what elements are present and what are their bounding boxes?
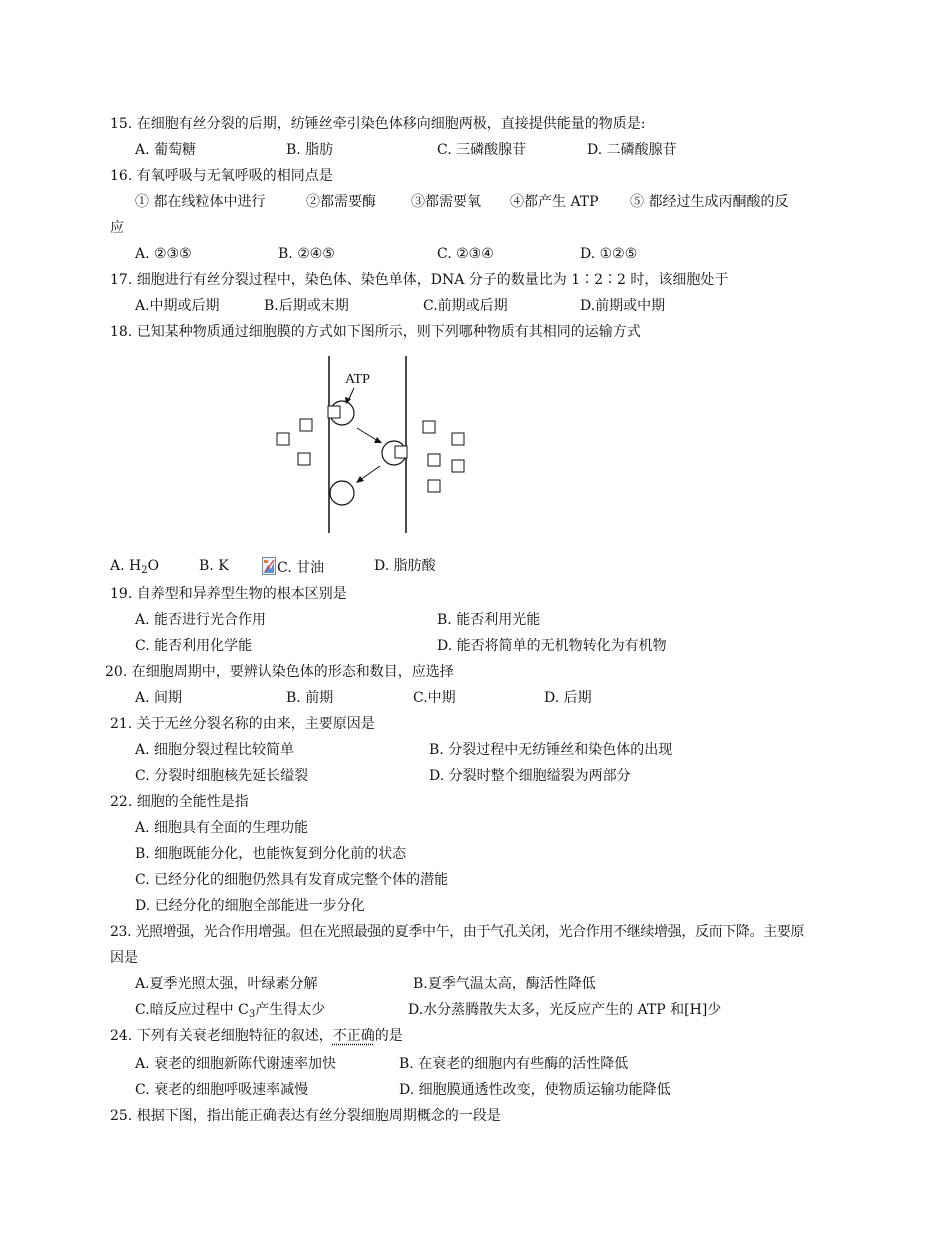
q20-option-c: C.中期	[413, 690, 456, 706]
atp-label: ATP	[345, 372, 370, 387]
q21-option-a: A. 细胞分裂过程比较简单	[135, 742, 295, 758]
q16-item-3: ③都需要氧	[411, 194, 481, 210]
molecule-right	[452, 460, 464, 472]
q16-item-5: ⑤ 都经过生成丙酮酸的反	[630, 194, 789, 210]
q21-option-c: C. 分裂时细胞核先延长缢裂	[135, 768, 309, 784]
molecule-right	[452, 433, 464, 445]
q20-option-b: B. 前期	[286, 690, 334, 706]
molecule-right	[428, 454, 440, 466]
q22-option-a: A. 细胞具有全面的生理功能	[135, 820, 309, 836]
q15-option-a: A. 葡萄糖	[135, 142, 197, 158]
q24-option-d: D. 细胞膜通透性改变，使物质运输功能降低	[399, 1082, 671, 1098]
q16-stem: 16. 有氧呼吸与无氧呼吸的相同点是	[110, 168, 333, 184]
q19-option-c: C. 能否利用化学能	[135, 638, 253, 654]
broken-image-icon	[262, 557, 276, 575]
q17-option-d: D.前期或中期	[580, 298, 666, 314]
q20-stem: 20. 在细胞周期中，要辨认染色体的形态和数目，应选择	[105, 664, 454, 680]
arrow-down-right	[357, 428, 378, 441]
carrier-circle-bottom	[330, 481, 354, 505]
molecule-left	[277, 433, 289, 445]
q17-option-a: A.中期或后期	[135, 298, 220, 314]
q16-option-b: B. ②④⑤	[278, 246, 335, 262]
molecule-right	[428, 480, 440, 492]
q18-stem: 18. 已知某种物质通过细胞膜的方式如下图所示，则下列哪种物质有其相同的运输方式	[110, 324, 641, 340]
molecule-left	[298, 453, 310, 465]
q15-option-b: B. 脂肪	[286, 142, 334, 158]
q16-option-d: D. ①②⑤	[580, 246, 638, 262]
q18-option-d: D. 脂肪酸	[374, 558, 436, 574]
q21-option-b: B. 分裂过程中无纺锤丝和染色体的出现	[429, 742, 673, 758]
q15-option-d: D. 二磷酸腺苷	[587, 142, 677, 158]
q19-option-b: B. 能否利用光能	[437, 612, 541, 628]
q23-option-b: B.夏季气温太高，酶活性降低	[413, 976, 596, 992]
arrow-down-left	[360, 466, 380, 480]
q21-stem: 21. 关于无丝分裂名称的由来，主要原因是	[110, 716, 375, 732]
molecule-left	[300, 419, 312, 431]
q22-option-b: B. 细胞既能分化，也能恢复到分化前的状态	[135, 846, 407, 862]
q15-stem: 15. 在细胞有丝分裂的后期，纺锤丝牵引染色体移向细胞两极，直接提供能量的物质是:	[110, 116, 646, 132]
q24-stem: 24. 下列有关衰老细胞特征的叙述，不正确的是	[110, 1028, 403, 1044]
q22-option-c: C. 已经分化的细胞仍然具有发育成完整个体的潜能	[135, 872, 449, 888]
q18-option-a: A. $H_2O$	[110, 558, 160, 576]
q25-stem: 25. 根据下图，指出能正确表达有丝分裂细胞周期概念的一段是	[110, 1108, 501, 1124]
q16-item-1: ① 都在线粒体中进行	[135, 194, 266, 210]
molecule-bound-middle	[395, 446, 407, 458]
membrane-transport-diagram	[268, 352, 478, 537]
molecule-bound-top	[328, 406, 340, 418]
q21-option-d: D. 分裂时整个细胞缢裂为两部分	[429, 768, 631, 784]
q16-item-2: ②都需要酶	[306, 194, 376, 210]
q24-option-b: B. 在衰老的细胞内有些酶的活性降低	[399, 1056, 629, 1072]
q24-option-a: A. 衰老的细胞新陈代谢速率加快	[135, 1056, 337, 1072]
q15-option-c: C. 三磷酸腺苷	[437, 142, 527, 158]
molecule-right	[423, 421, 435, 433]
q24-option-c: C. 衰老的细胞呼吸速率减慢	[135, 1082, 309, 1098]
q23-option-a: A.夏季光照太强，叶绿素分解	[135, 976, 318, 992]
q16-item-4: ④都产生 ATP	[510, 194, 599, 210]
q23-option-d: D.水分蒸腾散失太多，光反应产生的 ATP 和[H]少	[408, 1002, 722, 1018]
q22-stem: 22. 细胞的全能性是指	[110, 794, 249, 810]
q16-option-a: A. ②③⑤	[135, 246, 192, 262]
q24-emphasis: 不正确	[332, 1028, 375, 1044]
q23-stem: 23. 光照增强，光合作用增强。但在光照最强的夏季中午，由于气孔关闭，光合作用不继续增强，反而下降。主要原	[110, 924, 805, 940]
q16-wrap: 应	[110, 220, 124, 236]
q23-option-c: C.暗反应过程中 $C_3$产生得太少	[135, 1002, 326, 1020]
q19-stem: 19. 自养型和异养型生物的根本区别是	[110, 586, 347, 602]
q18-option-b: B. K	[199, 558, 229, 574]
q20-option-a: A. 间期	[135, 690, 183, 706]
q18-option-c: C. 甘油	[262, 557, 324, 577]
q16-option-c: C. ②③④	[437, 246, 494, 262]
q20-option-d: D. 后期	[544, 690, 592, 706]
q19-option-a: A. 能否进行光合作用	[135, 612, 267, 628]
q23-wrap: 因是	[110, 950, 138, 966]
q17-option-b: B.后期或末期	[264, 298, 349, 314]
q17-stem: 17. 细胞进行有丝分裂过程中，染色体、染色单体，DNA 分子的数量比为 1∶2∶2 时，该细胞处于	[110, 272, 729, 288]
q19-option-d: D. 能否将简单的无机物转化为有机物	[437, 638, 667, 654]
q22-option-d: D. 已经分化的细胞全部能进一步分化	[135, 898, 365, 914]
q17-option-c: C.前期或后期	[423, 298, 508, 314]
